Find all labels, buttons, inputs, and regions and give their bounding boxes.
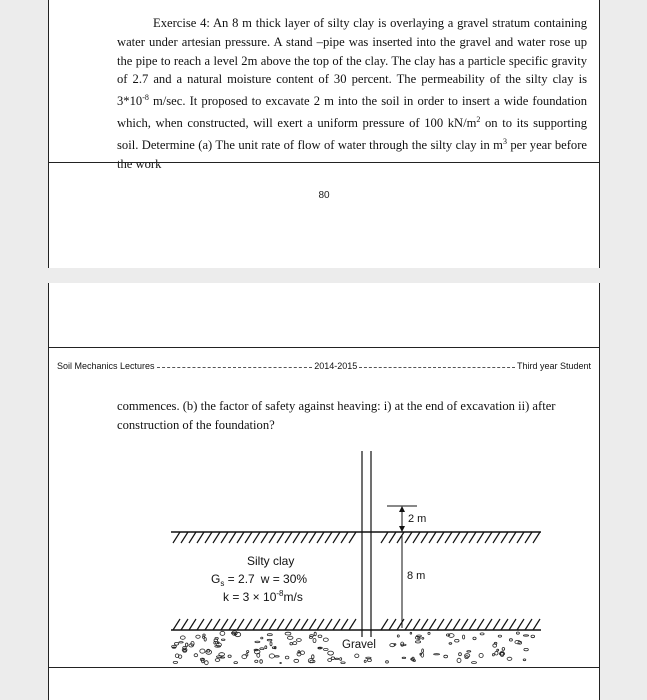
hatch-mark (389, 619, 396, 630)
hatch-mark (461, 532, 468, 543)
hatch-mark (405, 619, 412, 630)
gravel-particle (293, 642, 297, 645)
gravel-particle (494, 642, 497, 644)
clay-gravel-boundary (171, 619, 541, 630)
hatch-mark (229, 619, 236, 630)
hatch-mark (397, 619, 404, 630)
gravel-particle (507, 657, 512, 660)
hatch-mark (181, 532, 188, 543)
hatch-mark (221, 619, 228, 630)
gravel-particle (180, 636, 185, 639)
hatch-mark (317, 619, 324, 630)
gravel-particle (270, 642, 272, 646)
gravel-particle (313, 638, 316, 642)
gravel-particle (422, 649, 424, 653)
hatch-mark (261, 532, 268, 543)
hatch-mark (389, 532, 396, 543)
gravel-particle (410, 632, 412, 634)
gravel-particle (502, 648, 505, 651)
hatch-mark (237, 619, 244, 630)
gravel-particle (402, 657, 406, 658)
gravel-particle (174, 643, 178, 646)
gravel-particle (267, 639, 272, 641)
hatch-mark (261, 619, 268, 630)
hatch-mark (501, 619, 508, 630)
gravel-particle (479, 653, 483, 657)
soil-profile-diagram (49, 283, 599, 700)
hatch-mark (277, 532, 284, 543)
hatch-mark (205, 619, 212, 630)
gravel-particle (255, 660, 258, 662)
hatch-mark (477, 532, 484, 543)
hatch-mark (293, 619, 300, 630)
gravel-particle (428, 632, 430, 634)
hatch-mark (429, 532, 436, 543)
gravel-particle (220, 631, 225, 635)
hatch-mark (189, 532, 196, 543)
header-left: Soil Mechanics Lectures (57, 361, 155, 371)
gravel-particle (417, 635, 422, 637)
hatch-mark (341, 619, 348, 630)
specific-gravity-label: $G_s = 2.7$ w = 30% (211, 572, 308, 588)
hatch-mark (221, 532, 228, 543)
gravel-particle (205, 661, 209, 665)
hatch-mark (253, 532, 260, 543)
gravel-particle (463, 635, 465, 639)
gravel-particle (294, 659, 299, 662)
ground-surface (171, 532, 541, 543)
gravel-particle (172, 645, 177, 647)
hatch-mark (237, 532, 244, 543)
hatch-mark (301, 532, 308, 543)
hatch-mark (453, 619, 460, 630)
hatch-mark (245, 619, 252, 630)
hatch-mark (533, 619, 540, 630)
gravel-particle (290, 643, 293, 645)
hatch-mark (205, 532, 212, 543)
hatch-mark (413, 532, 420, 543)
gravel-particle (422, 637, 424, 639)
gravel-particle (495, 651, 498, 655)
gravel-particle (455, 639, 459, 642)
hatch-mark (493, 619, 500, 630)
hatch-mark (213, 532, 220, 543)
gravel-particle (275, 656, 279, 657)
gravel-particle (324, 649, 329, 651)
gravel-particle (200, 649, 205, 653)
gravel-particle (215, 659, 220, 662)
gravel-particle (173, 661, 177, 663)
hatch-mark (509, 619, 516, 630)
gravel-particle (318, 635, 322, 638)
gravel-particle (531, 635, 535, 638)
gravel-particle (364, 660, 366, 662)
gravel-particle (341, 662, 345, 664)
gravel-particle (194, 654, 198, 657)
gravel-particle (497, 649, 499, 651)
gravel-particle (509, 639, 512, 641)
page-number: 80 (318, 190, 330, 201)
gravel-particle (314, 632, 316, 636)
gravel-particle (449, 643, 452, 645)
hatch-mark (285, 532, 292, 543)
hatch-mark (333, 532, 340, 543)
hatch-mark (293, 532, 300, 543)
hatch-mark (533, 532, 540, 543)
hatch-mark (509, 532, 516, 543)
gravel-particle (285, 656, 289, 659)
gravel-particle (516, 632, 519, 634)
gravel-particle (524, 648, 528, 650)
gravel-particle (261, 637, 263, 639)
gravel-particle (434, 654, 440, 655)
hatch-mark (325, 619, 332, 630)
hatch-mark (197, 532, 204, 543)
gravel-particle (386, 661, 389, 663)
hatch-mark (429, 619, 436, 630)
gravel-particle (265, 646, 267, 649)
gravel-particle (242, 655, 247, 659)
gravel-particle (459, 653, 462, 656)
header-center: 2014-2015 (314, 361, 358, 371)
gravel-particle (179, 642, 183, 643)
gravel-particle (285, 632, 291, 635)
gravel-particle (221, 639, 225, 640)
hatch-mark (501, 532, 508, 543)
permeability-label: $k = 3 \times 10^{-8}m/s$ (223, 589, 303, 604)
hatch-mark (525, 532, 532, 543)
hatch-mark (285, 619, 292, 630)
gravel-particle (255, 641, 260, 643)
hatch-mark (325, 532, 332, 543)
hatch-mark (309, 532, 316, 543)
gravel-particle (309, 637, 312, 639)
gravel-particle (269, 654, 274, 658)
gravel-particle (214, 642, 216, 645)
hatch-mark (437, 619, 444, 630)
gravel-particle (215, 637, 218, 639)
gravel-particle (312, 655, 314, 659)
gravel-particle (457, 658, 461, 662)
gravel-particle (367, 659, 371, 662)
hatch-mark (197, 619, 204, 630)
hatch-mark (341, 532, 348, 543)
gravel-particle (228, 655, 231, 657)
label-8m: 8 m (407, 570, 426, 582)
hatch-mark (421, 619, 428, 630)
standpipe (362, 451, 371, 645)
header-right: Third year Student (516, 361, 592, 371)
gravel-particle (444, 655, 448, 658)
hatch-mark (173, 532, 180, 543)
gravel-particle (467, 651, 471, 652)
hatch-mark (477, 619, 484, 630)
hatch-mark (469, 619, 476, 630)
hatch-mark (333, 619, 340, 630)
gravel-particle (415, 641, 420, 643)
gravel-particle (196, 635, 200, 638)
hatch-mark (461, 619, 468, 630)
hatch-mark (181, 619, 188, 630)
page-2 (48, 283, 600, 700)
gravel-particle (340, 658, 342, 661)
gravel-particle (515, 640, 520, 643)
gravel-particle (472, 662, 477, 664)
hatch-mark (269, 532, 276, 543)
gravel-particle (267, 634, 272, 636)
hatch-mark (485, 532, 492, 543)
gravel-particle (523, 659, 526, 661)
hatch-mark (245, 532, 252, 543)
gravel-particle (480, 633, 484, 635)
gravel-particle (287, 636, 293, 639)
gravel-particle (247, 651, 249, 653)
gravel-particle (328, 651, 334, 655)
hatch-mark (317, 532, 324, 543)
gravel-particle (335, 658, 339, 659)
page-bottom-rule (49, 667, 599, 668)
gravel-particle (297, 639, 302, 642)
hatch-mark (381, 532, 388, 543)
hatch-mark (493, 532, 500, 543)
hatch-mark (445, 619, 452, 630)
gravel-particle (493, 654, 495, 656)
exercise-text: Exercise 4: An 8 m thick layer of silty clay is overlaying a gravel stratum containing water under artesian pressure. A stand –pipe was inserted into the gravel and water rose up the pipe to reach a level 2m above the top of the clay. The clay has a particle specific gravity of 2.7 and a natural moisture content of 30 percent. The permeability of the silty clay is $3*10^{-8}$ m/sec. It proposed to excavate 2 m into the soil in order to insert a wide foundation which, when constructed, will exert a uniform pressure of 100 $kN/m^2$ on to its supporting soil. Determine (a) The unit rate of flow of water through the silty clay in $m^3$ per year before the work (117, 16, 588, 172)
hatch-mark (213, 619, 220, 630)
page-1 (48, 0, 600, 268)
gravel-particle (366, 657, 371, 659)
hatch-mark (413, 619, 420, 630)
hatch-mark (421, 532, 428, 543)
hatch-mark (405, 532, 412, 543)
gravel-particle (523, 635, 528, 636)
gravel-particle (473, 637, 476, 640)
hatch-mark (525, 619, 532, 630)
hatch-mark (469, 532, 476, 543)
hatch-mark (485, 619, 492, 630)
hatch-mark (453, 532, 460, 543)
hatch-mark (349, 532, 356, 543)
hatch-mark (349, 619, 356, 630)
gravel-particle (260, 648, 264, 650)
hatch-mark (277, 619, 284, 630)
gravel-particle (203, 636, 205, 638)
gravel-particle (186, 643, 188, 646)
hatch-mark (173, 619, 180, 630)
hatch-mark (253, 619, 260, 630)
gravel-particle (234, 662, 238, 664)
gravel-particle (328, 659, 332, 662)
gravel-particle (397, 635, 399, 637)
hatch-mark (229, 532, 236, 543)
hatch-mark (437, 532, 444, 543)
hatch-mark (269, 619, 276, 630)
gravel-particle (260, 660, 263, 664)
continuation-text: commences. (b) the factor of safety against heaving: i) at the end of excavation ii) after construction of the foundation? (117, 399, 556, 432)
page-rule (49, 162, 599, 163)
hatch-mark (445, 532, 452, 543)
gravel-label: Gravel (342, 639, 376, 651)
gravel-particle (219, 653, 225, 656)
hatch-mark (381, 619, 388, 630)
hatch-mark (189, 619, 196, 630)
hatch-mark (517, 619, 524, 630)
gravel-particle (323, 638, 328, 641)
hatch-mark (309, 619, 316, 630)
layer-name: Silty clay (247, 554, 295, 568)
hatch-mark (301, 619, 308, 630)
gravel-particle (355, 654, 359, 658)
gravel-particle (280, 662, 282, 663)
gravel-particle (498, 635, 501, 637)
label-2m: 2 m (408, 513, 427, 525)
hatch-mark (397, 532, 404, 543)
gravel-particle (272, 647, 275, 649)
hatch-mark (517, 532, 524, 543)
